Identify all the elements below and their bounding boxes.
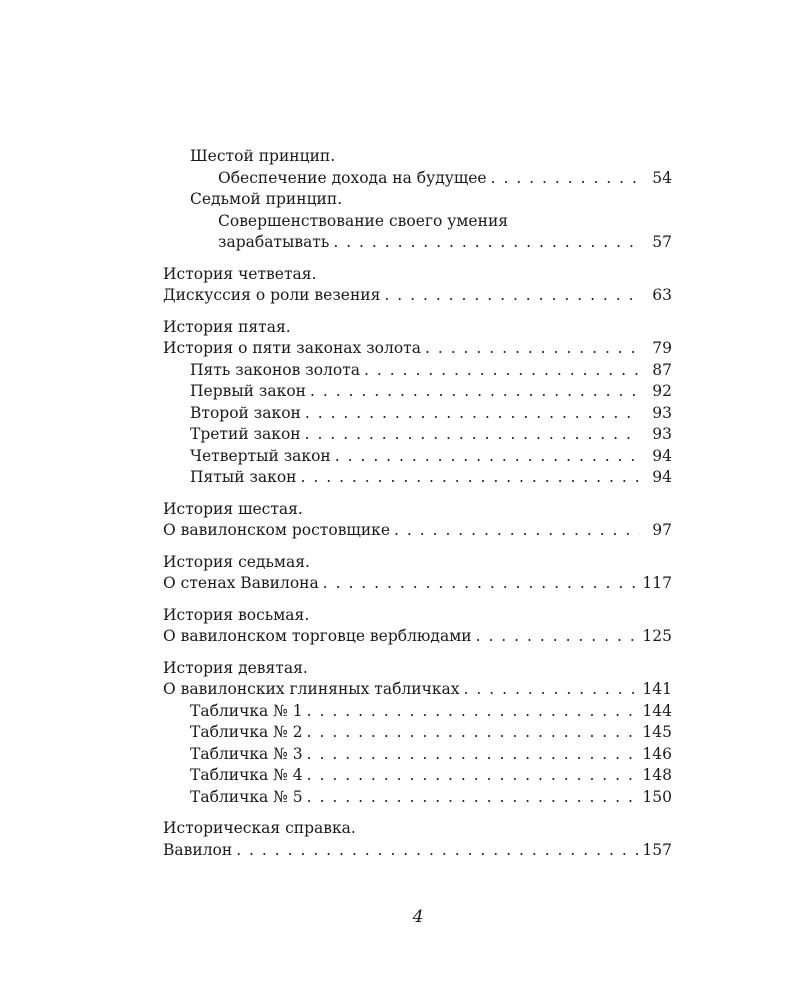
toc-page-number: 54 (652, 168, 672, 187)
toc-page-number: 97 (652, 521, 672, 539)
toc-entry-label: Третий закон (190, 425, 301, 443)
toc-entry[interactable] (163, 626, 672, 648)
toc-entry-label: Четвертый закон (190, 446, 331, 465)
toc-subentry[interactable] (163, 403, 672, 425)
leader-dots (333, 232, 640, 254)
toc-page-number: 157 (642, 840, 672, 859)
toc-entry-label: Пять законов золота (190, 360, 361, 379)
toc-page-number: 125 (642, 627, 672, 645)
leader-dots (307, 765, 639, 787)
toc-subentry[interactable] (163, 424, 672, 446)
toc-entry[interactable] (163, 285, 672, 307)
toc-entry-title: Шестой принцип. (190, 147, 336, 165)
toc-subentry[interactable] (163, 467, 672, 489)
leader-dots (307, 722, 639, 744)
leader-dots (236, 840, 638, 862)
leader-dots (476, 626, 639, 648)
toc-page-number: 144 (642, 701, 672, 720)
leader-dots (464, 679, 639, 701)
toc-page-number: 79 (652, 339, 672, 357)
toc-entry-label: зарабатывать (218, 233, 330, 251)
toc-page-number: 150 (642, 787, 672, 806)
toc-page-number: 87 (652, 360, 672, 379)
leader-dots (335, 446, 640, 468)
toc-section-title: История четветая. (163, 264, 317, 283)
toc-page-number: 146 (642, 744, 672, 763)
leader-dots (307, 787, 639, 809)
toc-subentry[interactable] (163, 744, 672, 766)
toc-entry[interactable] (163, 840, 672, 862)
leader-dots (491, 168, 640, 190)
table-of-contents (163, 146, 672, 861)
toc-subentry[interactable] (163, 446, 672, 468)
toc-page-number: 145 (642, 723, 672, 741)
toc-subentry[interactable] (163, 360, 672, 382)
toc-page-number: 93 (652, 403, 672, 422)
toc-page-number: 57 (652, 233, 672, 251)
toc-entry-label: История о пяти законах золота (163, 339, 421, 357)
leader-dots (425, 338, 640, 360)
toc-entry-label: Табличка № 3 (190, 744, 303, 763)
toc-subentry[interactable] (163, 765, 672, 787)
toc-section-title: История пятая. (163, 317, 291, 336)
toc-page-number: 92 (652, 382, 672, 400)
leader-dots (364, 360, 640, 382)
page-number: 4 (412, 907, 424, 927)
leader-dots (305, 403, 640, 425)
toc-page-number: 117 (642, 574, 672, 592)
leader-dots (384, 285, 640, 307)
toc-subentry[interactable] (163, 381, 672, 403)
toc-section-title: История шестая. (163, 499, 303, 518)
toc-entry[interactable] (163, 168, 672, 190)
toc-entry-label: Табличка № 1 (190, 701, 303, 720)
toc-page-number: 63 (652, 286, 672, 304)
toc-page-number: 148 (642, 766, 672, 784)
toc-entry-label: Обеспечение дохода на будущее (218, 168, 487, 187)
toc-entry-label: Дискуссия о роли везения (163, 286, 381, 304)
leader-dots (301, 467, 640, 489)
toc-page-number: 94 (652, 468, 672, 486)
toc-page-number: 141 (642, 680, 672, 698)
toc-entry-label: О вавилонском торговце верблюдами (163, 627, 472, 645)
toc-entry-label: О вавилонских глиняных табличках (163, 680, 460, 698)
toc-page-number: 94 (652, 446, 672, 465)
toc-entry-label: Табличка № 5 (190, 787, 303, 806)
toc-entry-label: Вавилон (163, 840, 233, 859)
toc-entry[interactable] (163, 520, 672, 542)
toc-section-title: История восьмая. (163, 605, 310, 624)
toc-entry-label: О стенах Вавилона (163, 574, 319, 592)
toc-entry[interactable] (163, 232, 672, 254)
toc-subentry[interactable] (163, 701, 672, 723)
toc-entry-label: Пятый закон (190, 468, 297, 486)
toc-entry-title: Седьмой принцип. (190, 190, 343, 208)
toc-entry-label: О вавилонском ростовщике (163, 521, 391, 539)
toc-entry-label: Второй закон (190, 403, 301, 422)
toc-entry[interactable] (163, 338, 672, 360)
leader-dots (307, 744, 639, 766)
toc-entry-title: Совершенствование своего умения (218, 211, 509, 230)
toc-section-title: История девятая. (163, 658, 308, 677)
leader-dots (394, 520, 640, 542)
toc-entry-label: Табличка № 2 (190, 723, 303, 741)
toc-section-title: История седьмая. (163, 552, 310, 571)
toc-entry-label: Табличка № 4 (190, 766, 303, 784)
leader-dots (307, 701, 639, 723)
toc-subentry[interactable] (163, 787, 672, 809)
leader-dots (310, 381, 640, 403)
toc-entry[interactable] (163, 573, 672, 595)
toc-entry-label: Первый закон (190, 382, 306, 400)
toc-subentry[interactable] (163, 722, 672, 744)
leader-dots (305, 424, 640, 446)
toc-section-title: Историческая справка. (163, 819, 356, 837)
toc-page-number: 93 (652, 425, 672, 443)
toc-entry[interactable] (163, 679, 672, 701)
leader-dots (323, 573, 639, 595)
